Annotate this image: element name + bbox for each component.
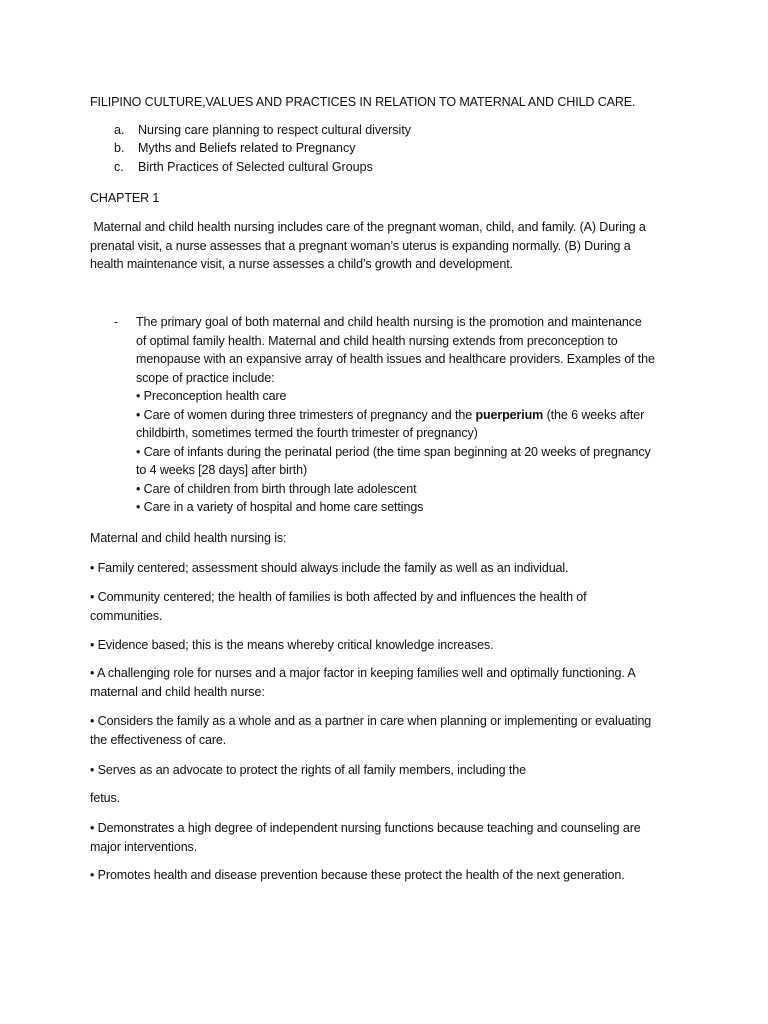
topic-item-b xyxy=(114,139,355,158)
bullet-line: • Demonstrates a high degree of independent nursing functions because teaching and counseling are xyxy=(90,821,641,835)
goal-line: to 4 weeks [28 days] after birth) xyxy=(136,463,308,477)
bullet-family-centered xyxy=(90,559,568,578)
intro-line: Maternal and child health nursing includes care of the pregnant woman, child, and family. (A) During a xyxy=(90,220,646,234)
goal-trimester-line xyxy=(136,406,655,425)
topic-marker: a. xyxy=(114,123,125,137)
bullet-line: • Serves as an advocate to protect the rights of all family members, including the xyxy=(90,763,526,777)
topic-marker: b. xyxy=(114,141,125,155)
bullet-line: fetus. xyxy=(90,791,120,805)
topic-text: Myths and Beliefs related to Pregnancy xyxy=(138,141,356,155)
puerperium-term: puerperium xyxy=(475,407,544,422)
bullet-line: • Considers the family as a whole and as a partner in care when planning or implementing or evaluating xyxy=(90,714,652,728)
bullet-line: • Evidence based; this is the means whereby critical knowledge increases. xyxy=(90,638,494,652)
topic-text: Birth Practices of Selected cultural Groups xyxy=(138,160,373,174)
bullet-line: maternal and child health nurse: xyxy=(90,684,265,699)
bullet-promotes-health xyxy=(90,866,625,885)
bullet-line: • Community centered; the health of families is both affected by and influences the health of xyxy=(90,590,587,604)
bullet-line: • Promotes health and disease prevention because these protect the health of the next generation. xyxy=(90,868,625,882)
topic-item-c xyxy=(114,158,373,177)
bullet-considers-family xyxy=(90,712,651,749)
goal-line: • Care of infants during the perinatal period (the time span beginning at 20 weeks of pregnancy xyxy=(136,444,651,459)
topic-marker: c. xyxy=(114,160,124,174)
bullet-community-centered xyxy=(90,588,587,625)
goal-line: of optimal family health. Maternal and child health nursing extends from preconception to xyxy=(136,333,618,348)
topic-text: Nursing care planning to respect cultural diversity xyxy=(138,123,412,137)
goal-trimester-post: (the 6 weeks after xyxy=(543,407,645,422)
topic-item-a xyxy=(114,121,411,140)
bullet-line: • Family centered; assessment should always include the family as well as an individual. xyxy=(90,561,569,575)
goal-line: menopause with an expansive array of health issues and healthcare providers. Examples of the xyxy=(136,352,655,366)
bullet-line: major interventions. xyxy=(90,839,198,854)
bullet-fetus xyxy=(90,789,120,808)
bullet-line: • A challenging role for nurses and a major factor in keeping families well and optimally functioning. A xyxy=(90,666,636,680)
dash-marker: - xyxy=(114,315,119,329)
goal-line: childbirth, sometimes termed the fourth trimester of pregnancy) xyxy=(136,426,478,440)
goal-line: The primary goal of both maternal and child health nursing is the promotion and maintenance xyxy=(136,315,642,329)
document-heading: FILIPINO CULTURE,VALUES AND PRACTICES IN RELATION TO MATERNAL AND CHILD CARE. xyxy=(90,95,636,109)
bullet-independent-functions xyxy=(90,819,641,856)
chapter-title: CHAPTER 1 xyxy=(90,191,160,205)
bullet-advocate xyxy=(90,761,526,780)
nursing-is-intro: Maternal and child health nursing is: xyxy=(90,531,287,545)
bullet-line: the effectiveness of care. xyxy=(90,732,227,747)
goal-trimester-pre: • Care of women during three trimesters of pregnancy and the xyxy=(136,407,476,422)
bullet-evidence-based xyxy=(90,636,494,655)
intro-line: prenatal visit, a nurse assesses that a pregnant woman’s uterus is expanding normally. (B) During a xyxy=(90,238,631,253)
goal-line: • Preconception health care xyxy=(136,389,287,403)
intro-paragraph xyxy=(90,218,646,274)
goal-line: scope of practice include: xyxy=(136,370,275,385)
bullet-line: communities. xyxy=(90,608,163,623)
goal-line: • Care of children from birth through late adolescent xyxy=(136,481,417,496)
bullet-challenging-role xyxy=(90,664,636,701)
goal-line: • Care in a variety of hospital and home care settings xyxy=(136,500,424,514)
goal-paragraph xyxy=(136,313,655,517)
intro-line: health maintenance visit, a nurse assesses a child’s growth and development. xyxy=(90,257,513,271)
